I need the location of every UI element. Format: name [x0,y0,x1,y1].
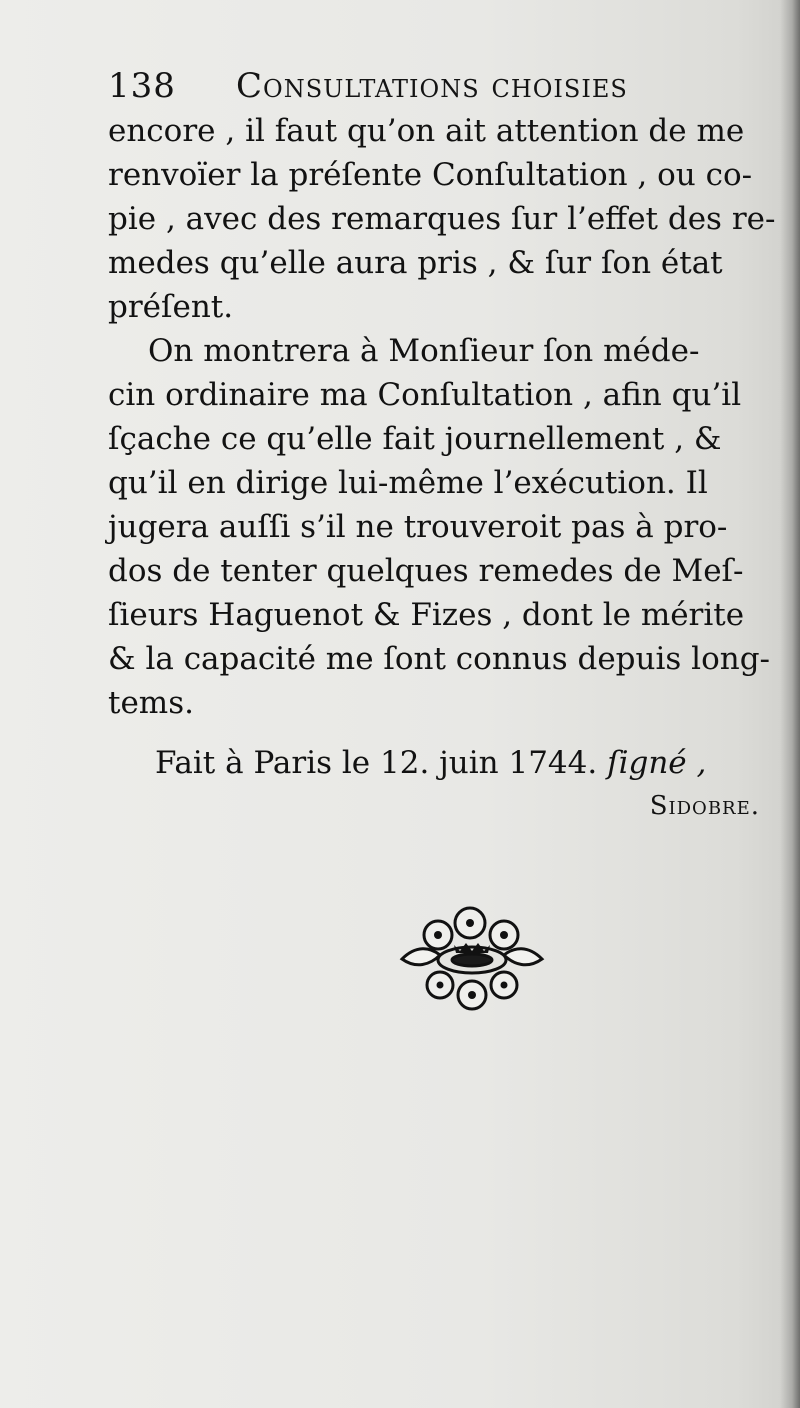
text-line: medes qu’elle aura pris , & ſur ſon état [108,245,723,281]
floral-ornament-icon [396,905,548,1013]
text-line: jugera auſſi s’il ne trouveroit pas à pro- [108,509,728,545]
text-line: préſent. [108,289,234,325]
text-line: pie , avec des remarques ſur l’effet des re- [108,201,776,237]
text-line: encore , il faut qu’on ait attention de me [108,113,745,149]
text-line: ſçache ce qu’elle fait journellement , & [108,421,722,457]
dateline [155,738,775,788]
text-line: cin ordinaire ma Conſultation , afin qu’il [108,377,742,413]
text-line: renvoïer la préſente Conſultation , ou co- [108,157,753,193]
signed-word: ſigné , [607,745,707,781]
text-line: tems. [108,685,194,721]
text-line: ſieurs Haguenot & Fizes , dont le mérite [108,597,745,633]
dateline-text: Fait à Paris le 12. juin 1744. [155,745,598,781]
running-title: Consultations choisies [236,66,628,106]
text-line: qu’il en dirige lui-même l’exécution. Il [108,465,708,501]
text-line: On montrera à Monſieur ſon méde- [148,333,700,369]
running-head [108,62,758,112]
page-number: 138 [108,66,176,106]
page-gutter-shadow [780,0,800,1408]
text-line: dos de tenter quelques remedes de Meſ- [108,553,744,589]
signature: Sidobre. [649,791,760,821]
text-line: & la capacité me ſont connus depuis long- [108,641,771,677]
